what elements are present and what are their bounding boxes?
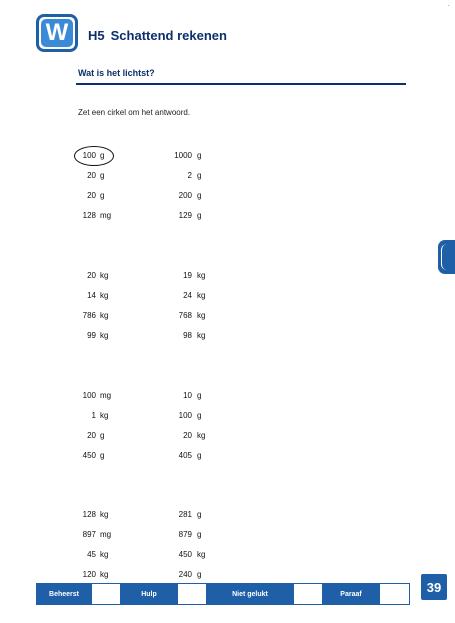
chapter-code: H5 — [88, 28, 105, 43]
right-unit: kg — [197, 431, 206, 440]
chapter-heading — [88, 28, 227, 43]
left-unit: g — [100, 191, 105, 200]
right-unit: kg — [197, 311, 206, 320]
right-unit: g — [197, 411, 202, 420]
footer-label-niet-gelukt: Niet gelukt — [207, 584, 293, 604]
right-amount[interactable]: 450 — [178, 550, 192, 559]
left-unit: g — [100, 431, 105, 440]
right-amount[interactable]: 281 — [178, 510, 192, 519]
right-amount[interactable]: 240 — [178, 570, 192, 579]
right-amount[interactable]: 10 — [183, 391, 192, 400]
footer-label-paraaf: Paraaf — [323, 584, 379, 604]
right-amount[interactable]: 405 — [178, 451, 192, 460]
right-unit: g — [197, 391, 202, 400]
left-amount[interactable]: 20 — [87, 171, 96, 180]
left-unit: g — [100, 171, 105, 180]
right-unit: g — [197, 171, 202, 180]
left-amount[interactable]: 450 — [82, 451, 96, 460]
right-unit: kg — [197, 331, 206, 340]
left-amount[interactable]: 20 — [87, 271, 96, 280]
right-unit: kg — [197, 550, 206, 559]
left-amount[interactable]: 120 — [82, 570, 96, 579]
field-paraaf[interactable] — [379, 584, 409, 604]
left-unit: kg — [100, 550, 109, 559]
checkbox-niet-gelukt[interactable] — [293, 584, 323, 604]
left-amount[interactable]: 100 — [82, 391, 96, 400]
right-unit: kg — [197, 291, 206, 300]
left-unit: kg — [100, 510, 109, 519]
right-unit: g — [197, 451, 202, 460]
left-amount[interactable]: 128 — [82, 211, 96, 220]
left-amount[interactable]: 99 — [87, 331, 96, 340]
right-amount[interactable]: 19 — [183, 271, 192, 280]
left-amount[interactable]: 100 — [82, 151, 96, 160]
left-amount[interactable]: 128 — [82, 510, 96, 519]
section-divider — [76, 83, 406, 85]
left-unit: kg — [100, 411, 109, 420]
chapter-tab-marker — [438, 240, 455, 274]
right-amount[interactable]: 129 — [178, 211, 192, 220]
workbook-logo-icon — [36, 14, 78, 52]
right-amount[interactable]: 24 — [183, 291, 192, 300]
footer-label-beheerst: Beheerst — [37, 584, 91, 604]
right-amount[interactable]: 1000 — [174, 151, 192, 160]
left-unit: mg — [100, 211, 112, 220]
left-unit: kg — [100, 331, 109, 340]
right-unit: kg — [197, 271, 206, 280]
logo-letter: W — [41, 19, 73, 47]
checkbox-hulp[interactable] — [177, 584, 207, 604]
left-amount[interactable]: 20 — [87, 191, 96, 200]
right-amount[interactable]: 20 — [183, 431, 192, 440]
section-title: Wat is het lichtst? — [78, 68, 155, 78]
left-unit: kg — [100, 271, 109, 280]
right-amount[interactable]: 768 — [178, 311, 192, 320]
left-amount[interactable]: 897 — [82, 530, 96, 539]
right-unit: g — [197, 530, 202, 539]
left-unit: g — [100, 451, 105, 460]
corner-mark: . — [448, 2, 450, 8]
right-amount[interactable]: 100 — [178, 411, 192, 420]
left-amount[interactable]: 20 — [87, 431, 96, 440]
instruction-text: Zet een cirkel om het antwoord. — [78, 108, 191, 117]
right-amount[interactable]: 2 — [187, 171, 192, 180]
footer-label-hulp: Hulp — [121, 584, 177, 604]
right-unit: g — [197, 510, 202, 519]
left-amount[interactable]: 14 — [87, 291, 96, 300]
right-amount[interactable]: 98 — [183, 331, 192, 340]
left-amount[interactable]: 1 — [91, 411, 96, 420]
right-unit: g — [197, 570, 202, 579]
chapter-title: Schattend rekenen — [110, 28, 227, 43]
right-unit: g — [197, 211, 202, 220]
left-amount[interactable]: 45 — [87, 550, 96, 559]
right-unit: g — [197, 151, 202, 160]
answer-circle — [74, 146, 114, 166]
left-unit: kg — [100, 570, 109, 579]
page-number: 39 — [421, 574, 447, 600]
assessment-bar — [36, 583, 410, 605]
left-unit: g — [100, 151, 105, 160]
right-amount[interactable]: 200 — [178, 191, 192, 200]
right-amount[interactable]: 879 — [178, 530, 192, 539]
right-unit: g — [197, 191, 202, 200]
left-unit: kg — [100, 291, 109, 300]
left-unit: mg — [100, 391, 112, 400]
left-amount[interactable]: 786 — [82, 311, 96, 320]
checkbox-beheerst[interactable] — [91, 584, 121, 604]
left-unit: kg — [100, 311, 109, 320]
left-unit: mg — [100, 530, 112, 539]
